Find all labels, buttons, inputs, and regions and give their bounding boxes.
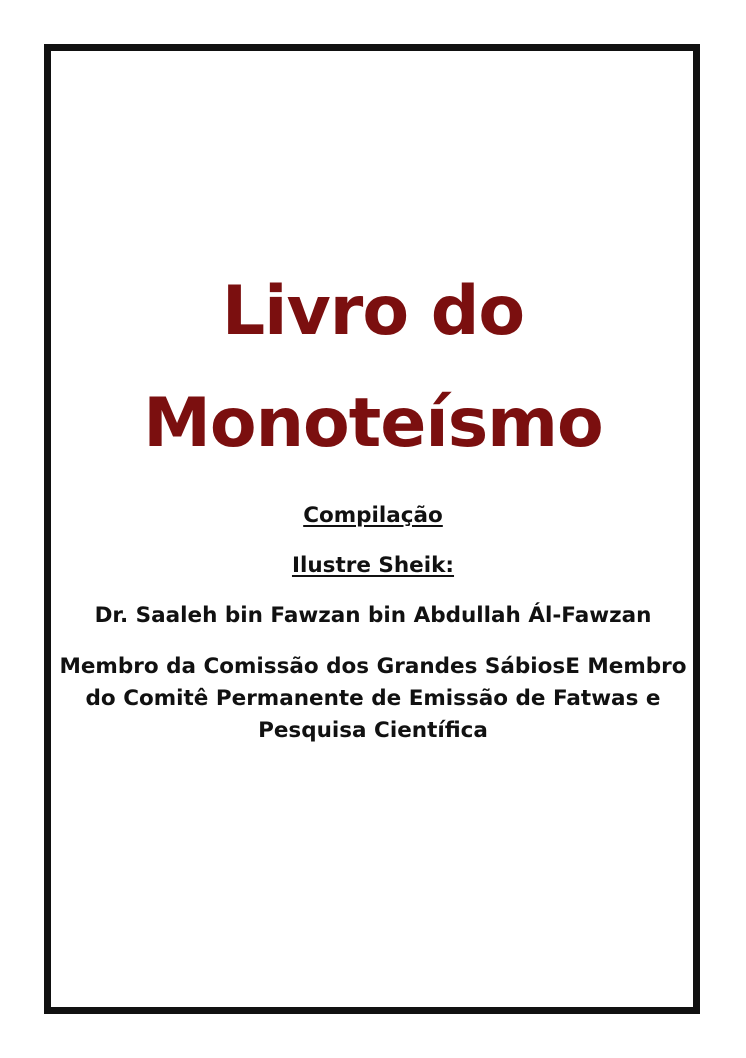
author-role: Membro da Comissão dos Grandes SábiosE Membro do Comitê Permanente de Emissão de Fatwas e Pesquisa Científica [59,654,687,743]
compilation-label: Compilação [303,503,443,528]
sheik-label: Ilustre Sheik: [291,553,455,578]
book-title-line-2: Monoteísmo [143,384,603,463]
book-title-line-1: Livro do [221,272,525,351]
author-name: Dr. Saaleh bin Fawzan bin Abdullah Ál-Fawzan [94,603,652,628]
